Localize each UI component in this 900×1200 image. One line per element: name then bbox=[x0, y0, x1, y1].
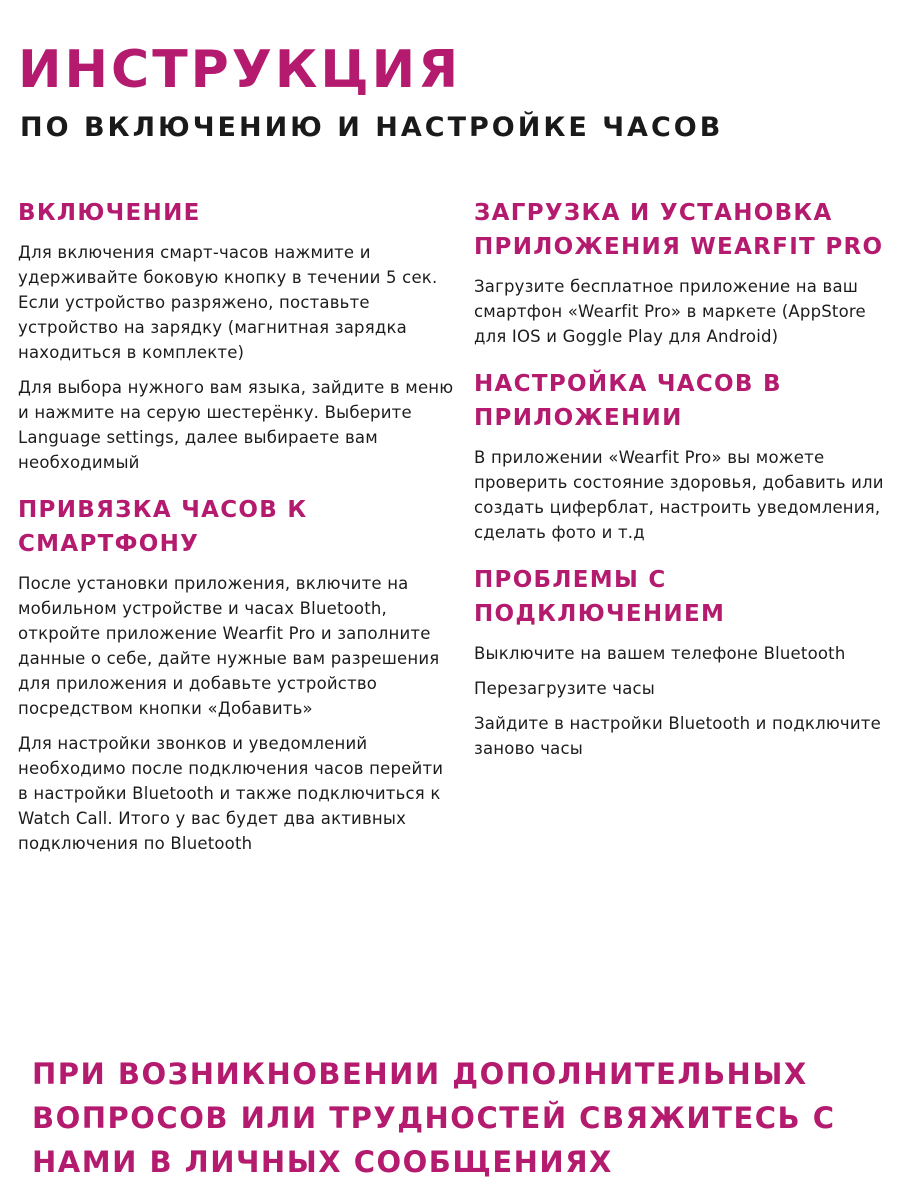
install-app-paragraph-1: Загрузите бесплатное приложение на ваш смартфон «Wearfit Pro» в маркете (AppStore для IOS и Goggle Play для Android) bbox=[474, 277, 866, 346]
section-title-install-app: ЗАГРУЗКА И УСТАНОВКА ПРИЛОЖЕНИЯ WEARFIT PRO bbox=[474, 200, 884, 260]
connection-problems-paragraph-1: Выключите на вашем телефоне Bluetooth bbox=[474, 644, 846, 663]
power-on-paragraph-2: Для выбора нужного вам языка, зайдите в меню и нажмите на серую шестерёнку. Выберите Language settings, далее выбираете вам необходимый bbox=[18, 378, 454, 472]
connection-problems-paragraph-3: Зайдите в настройки Bluetooth и подключите заново часы bbox=[474, 714, 881, 758]
right-column bbox=[474, 196, 894, 771]
page-title: ИНСТРУКЦИЯ bbox=[18, 40, 462, 100]
section-pairing bbox=[18, 493, 458, 856]
app-settings-paragraph-1: В приложении «Wearfit Pro» вы можете проверить состояние здоровья, добавить или создать циферблат, настроить уведомления, сделать фото и т.д bbox=[474, 448, 884, 542]
section-app-settings bbox=[474, 367, 894, 545]
left-column bbox=[18, 196, 458, 866]
section-power-on bbox=[18, 196, 458, 475]
section-title-power-on: ВКЛЮЧЕНИЕ bbox=[18, 200, 201, 226]
section-connection-problems bbox=[474, 563, 894, 761]
footer-contact-note: ПРИ ВОЗНИКНОВЕНИИ ДОПОЛНИТЕЛЬНЫХ ВОПРОСОВ ИЛИ ТРУДНОСТЕЙ СВЯЖИТЕСЬ С НАМИ В ЛИЧНЫХ СООБЩЕНИЯХ bbox=[32, 1057, 836, 1179]
section-title-connection-problems: ПРОБЛЕМЫ С ПОДКЛЮЧЕНИЕМ bbox=[474, 567, 726, 627]
section-title-app-settings: НАСТРОЙКА ЧАСОВ В ПРИЛОЖЕНИИ bbox=[474, 371, 782, 431]
pairing-paragraph-2: Для настройки звонков и уведомлений необходимо после подключения часов перейти в настройки Bluetooth и также подключиться к Watch Call. Итого у вас будет два активных подключения по Bluetooth bbox=[18, 734, 444, 853]
page-subtitle: ПО ВКЛЮЧЕНИЮ И НАСТРОЙКЕ ЧАСОВ bbox=[20, 112, 724, 143]
power-on-paragraph-1: Для включения смарт-часов нажмите и удерживайте боковую кнопку в течении 5 сек. Если устройство разряжено, поставьте устройство на зарядку (магнитная зарядка находиться в комплекте) bbox=[18, 243, 438, 362]
connection-problems-paragraph-2: Перезагрузите часы bbox=[474, 679, 656, 698]
section-title-pairing: ПРИВЯЗКА ЧАСОВ К СМАРТФОНУ bbox=[18, 497, 308, 557]
section-install-app bbox=[474, 196, 894, 349]
pairing-paragraph-1: После установки приложения, включите на мобильном устройстве и часах Bluetooth, откройте приложение Wearfit Pro и заполните данные о себе, дайте нужные вам разрешения для приложения и добавьте устройство посредством кнопки «Добавить» bbox=[18, 574, 440, 718]
